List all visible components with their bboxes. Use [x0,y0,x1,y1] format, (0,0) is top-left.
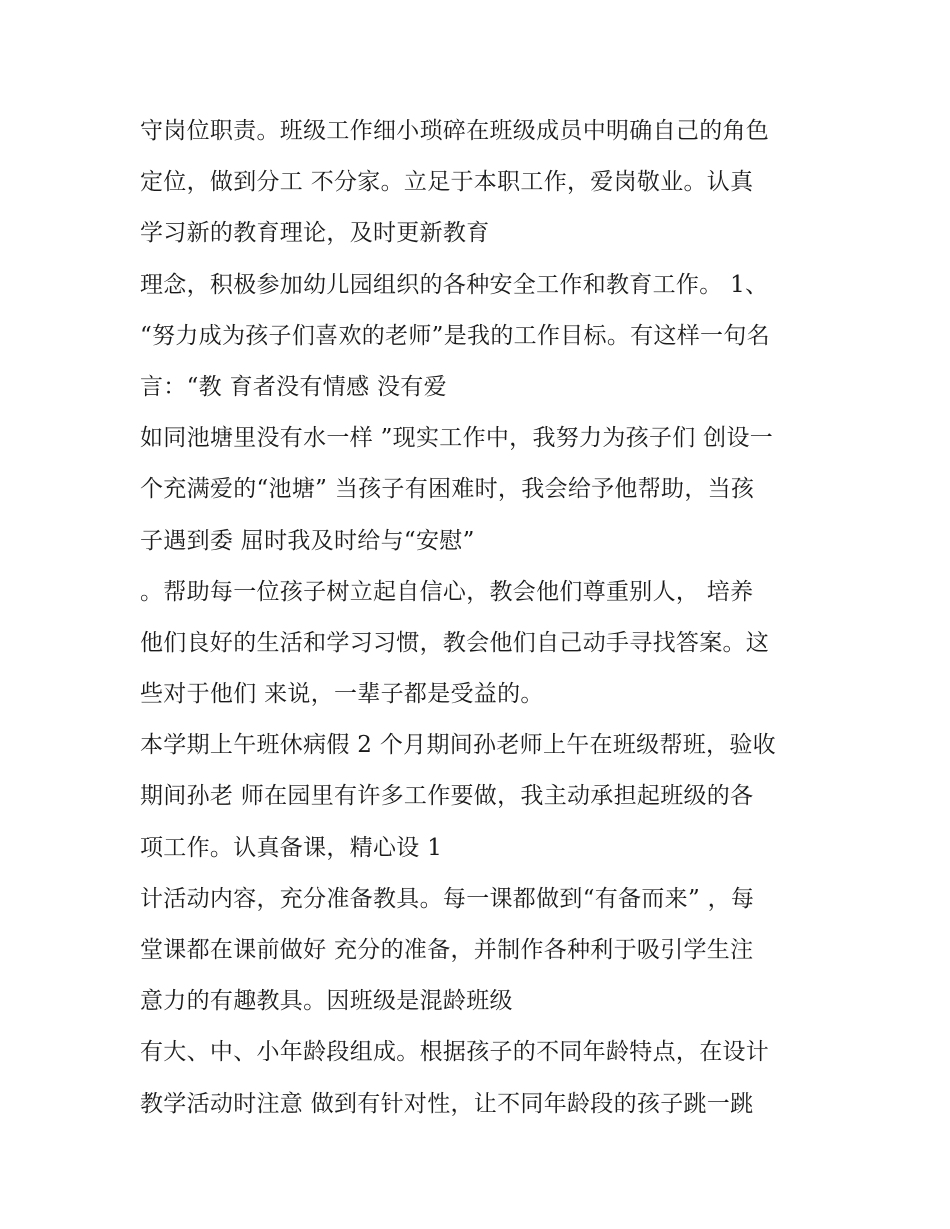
text-line: 。帮助每一位孩子树立起自信心，教会他们尊重别人， 培养 [140,578,754,605]
text-line: 些对于他们 来说，一辈子都是受益的。 [140,681,544,708]
text-line: 有大、中、小年龄段组成。根据孩子的不同年龄特点，在设计 [140,1039,770,1066]
text-line: “努力成为孩子们喜欢的老师”是我的工作目标。有这样一句名 [140,322,770,349]
text-line: 教学活动时注意 做到有针对性，让不同年龄段的孩子跳一跳 [140,1090,754,1117]
text-line: 本学期上午班休病假 2 个月期间孙老师上午在班级帮班，验收 [140,732,776,759]
text-line: 子遇到委 屈时我及时给与“安慰” [140,527,475,554]
text-line: 期间孙老 师在园里有许多工作要做，我主动承担起班级的各 [140,783,754,810]
text-line: 计活动内容，充分准备教具。每一课都做到“有备而来” ，每 [140,885,755,912]
text-line: 如同池塘里没有水一样 ”现实工作中，我努力为孩子们 创设一 [140,425,774,452]
text-line: 个充满爱的“池塘” 当孩子有困难时，我会给予他帮助，当孩 [140,476,755,503]
text-line: 定位，做到分工 不分家。立足于本职工作，爱岗敬业。认真 [140,169,754,196]
document-body [140,106,830,1130]
text-line: 守岗位职责。班级工作细小琐碎在班级成员中明确自己的角色 [140,118,770,144]
text-line: 堂课都在课前做好 充分的准备，并制作各种利于吸引学生注 [140,937,754,963]
text-line: 意力的有趣教具。因班级是混龄班级 [140,988,513,1015]
text-line: 项工作。认真备课，精心设 1 [140,834,443,861]
text-line: 言：“教 育者没有情感 没有爱 [140,373,447,400]
text-line: 他们良好的生活和学习习惯，教会他们自己动手寻找答案。这 [140,629,770,656]
text-line: 理念，积极参加幼儿园组织的各种安全工作和教育工作。 1、 [140,271,769,298]
text-line: 学习新的教育理论，及时更新教育 [140,220,490,247]
